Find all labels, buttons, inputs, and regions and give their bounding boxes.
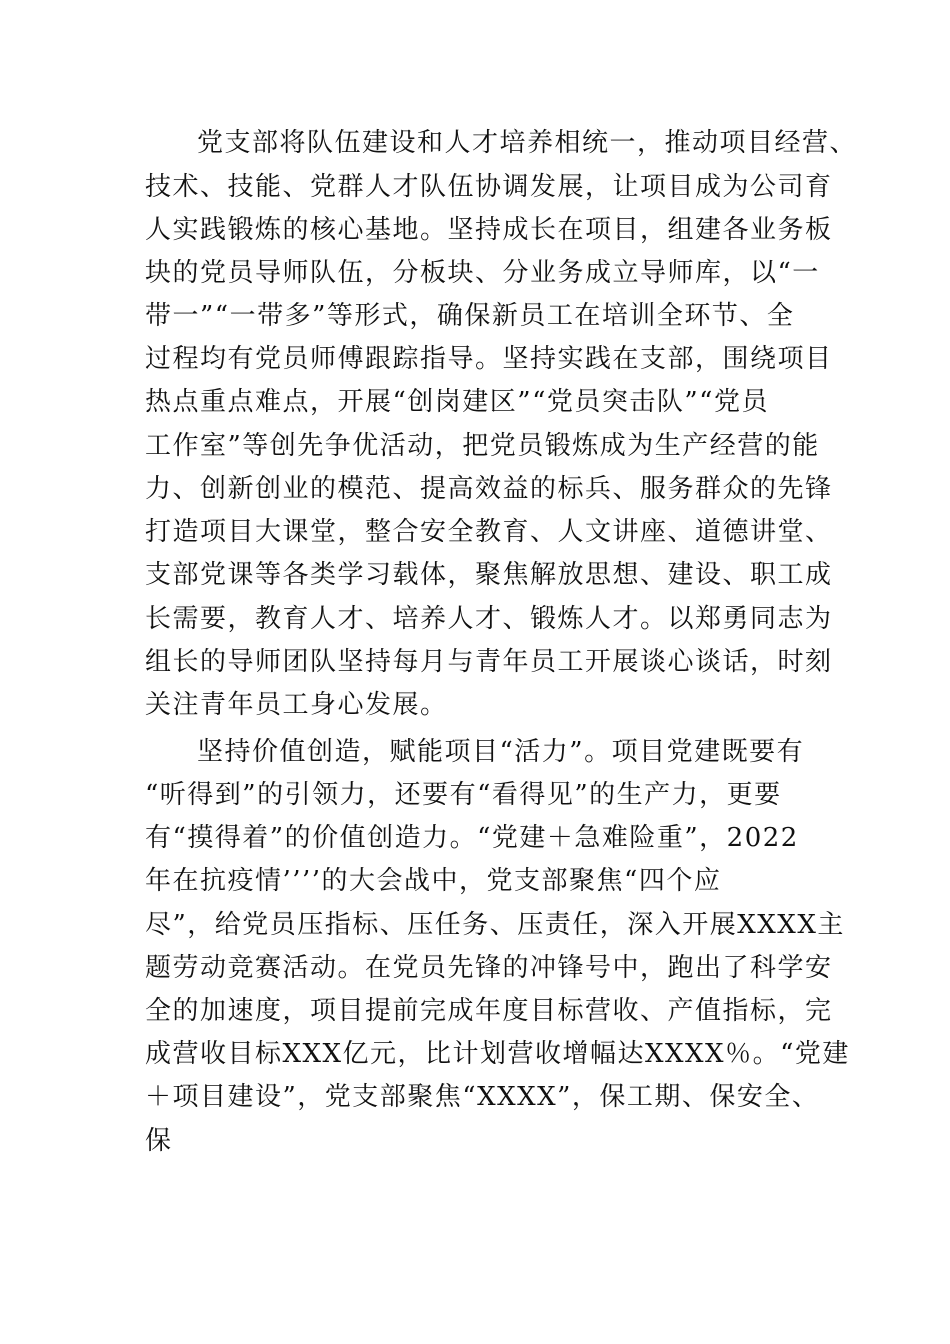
text-line: 成营收目标XXX亿元，比计划营收增幅达XXXX％。“党建	[145, 1039, 850, 1069]
text-line: 块的党员导师队伍，分板块、分业务成立导师库，以“一	[145, 258, 820, 288]
text-line: 打造项目大课堂，整合安全教育、人文讲座、道德讲堂、	[145, 517, 833, 547]
text-line: 尽”，给党员压指标、压任务、压责任，深入开展XXXX主	[145, 910, 845, 940]
text-line: 坚持价值创造，赋能项目“活力”。项目党建既要有	[197, 737, 805, 767]
text-line: 关注青年员工身心发展。	[145, 690, 448, 720]
text-line: 组长的导师团队坚持每月与青年员工开展谈心谈话，时刻	[145, 647, 833, 677]
text-line: 带一”“一带多”等形式，确保新员工在培训全环节、全	[145, 301, 795, 331]
text-line: 党支部将队伍建设和人才培养相统一，推动项目经营、	[197, 128, 858, 158]
text-line: “听得到”的引领力，还要有“看得见”的生产力，更要	[145, 780, 782, 810]
text-line: 有“摸得着”的价值创造力。“党建＋急难险重”，2022	[145, 823, 799, 853]
text-line: 过程均有党员师傅跟踪指导。坚持实践在支部，围绕项目	[145, 344, 833, 374]
text-line: 热点重点难点，开展“创岗建区”“党员突击队”“党员	[145, 387, 769, 417]
text-line: 支部党课等各类学习载体，聚焦解放思想、建设、职工成	[145, 560, 833, 590]
text-line: 题劳动竞赛活动。在党员先锋的冲锋号中，跑出了科学安	[145, 953, 833, 983]
text-line: 长需要，教育人才、培养人才、锻炼人才。以郑勇同志为	[145, 604, 833, 634]
text-line: 工作室”等创先争优活动，把党员锻炼成为生产经营的能	[145, 431, 820, 461]
text-line: 人实践锻炼的核心基地。坚持成长在项目，组建各业务板	[145, 215, 833, 245]
text-line: 年在抗疫情’’’’的大会战中，党支部聚焦“四个应	[145, 866, 722, 896]
text-line: ＋项目建设”，党支部聚焦“XXXX”，保工期、保安全、	[145, 1082, 820, 1112]
text-line: 全的加速度，项目提前完成年度目标营收、产值指标，完	[145, 996, 833, 1026]
text-line: 技术、技能、党群人才队伍协调发展，让项目成为公司育	[145, 172, 833, 202]
text-line: 力、创新创业的模范、提高效益的标兵、服务群众的先锋	[145, 474, 833, 504]
text-line: 保	[145, 1126, 173, 1156]
